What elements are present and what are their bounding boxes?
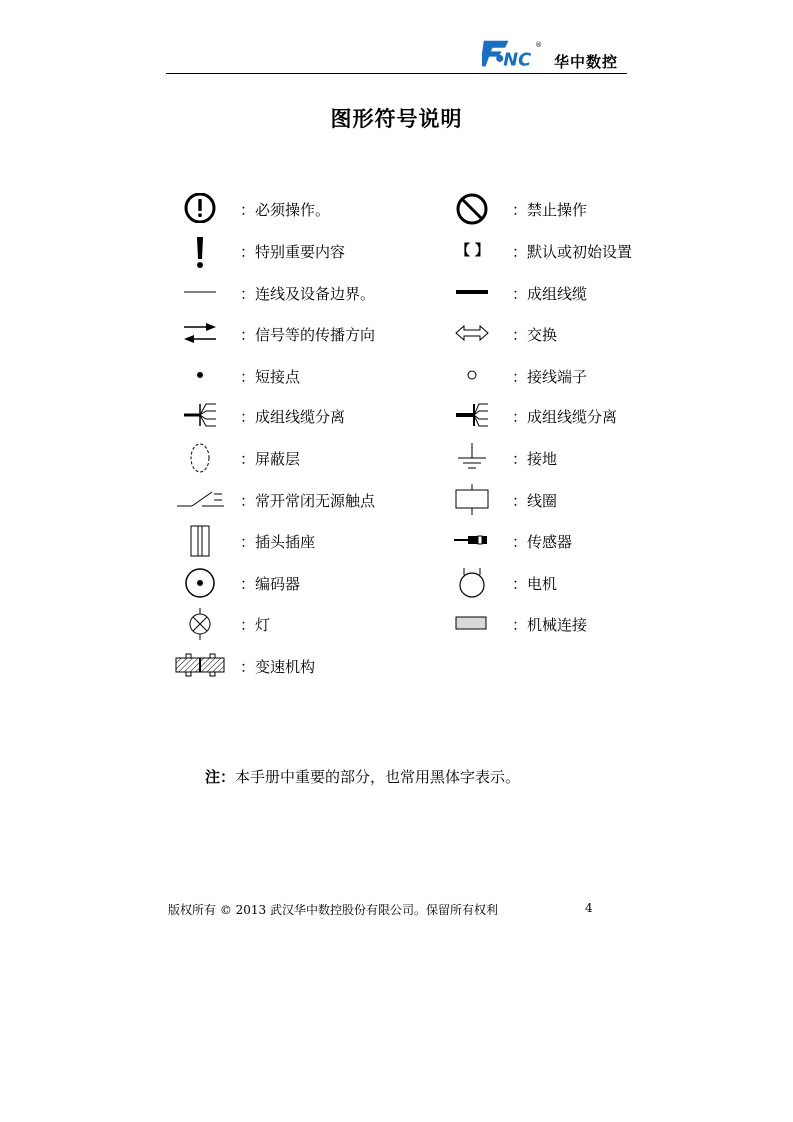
- lamp-icon: [172, 608, 228, 638]
- symbol-label: ：传感器: [512, 533, 573, 551]
- double-arrows-icon: [172, 318, 228, 348]
- symbol-label: ：成组线缆分离: [240, 408, 346, 426]
- exclamation-circle-icon: [172, 193, 228, 223]
- symbol-label: ：信号等的传播方向: [240, 326, 376, 344]
- motor-icon: [444, 567, 500, 597]
- ground-icon: [444, 442, 500, 472]
- prohibition-icon: [444, 193, 500, 223]
- note-label: 注：: [205, 768, 236, 786]
- footer-copyright: 版权所有 © 2013 武汉华中数控股份有限公司。保留所有权利: [168, 903, 498, 917]
- symbol-label: ：特别重要内容: [240, 243, 346, 261]
- encoder-icon: [172, 567, 228, 597]
- symbol-label: ：变速机构: [240, 658, 316, 676]
- symbol-label: ：线圈: [512, 492, 558, 510]
- mechanical-connection-icon: [444, 608, 500, 638]
- symbol-label: ：接地: [512, 450, 558, 468]
- exclamation-icon: [172, 235, 228, 265]
- thin-line-icon: [172, 277, 228, 307]
- dot-icon: [172, 360, 228, 390]
- symbol-label: ：短接点: [240, 368, 301, 386]
- symbol-label: ：常开常闭无源触点: [240, 492, 376, 510]
- shield-ellipse-icon: [172, 442, 228, 472]
- logo-text: 华中数控: [554, 53, 619, 71]
- symbol-label: ：必须操作。: [240, 201, 331, 219]
- note: [205, 766, 520, 787]
- normally-open-contact-icon: [172, 484, 228, 514]
- symbol-label: ：电机: [512, 575, 558, 593]
- coil-icon: [444, 484, 500, 514]
- page-title: 图形符号说明: [330, 107, 463, 131]
- symbol-label: ：接线端子: [512, 368, 588, 386]
- plug-socket-icon: [172, 525, 228, 555]
- logo-mark-text: NC: [503, 50, 532, 70]
- symbol-label: ：默认或初始设置: [512, 243, 633, 261]
- symbol-label: ：机械连接: [512, 616, 588, 634]
- square-brackets-icon: [444, 235, 500, 265]
- symbol-label: ：禁止操作: [512, 201, 588, 219]
- note-text: 本手册中重要的部分，也常用黑体字表示。: [235, 768, 521, 786]
- symbol-label: ：屏蔽层: [240, 450, 301, 468]
- symbol-label: ：交换: [512, 326, 558, 344]
- registered-mark: ®: [535, 39, 543, 49]
- company-logo: [482, 38, 632, 72]
- thick-line-icon: [444, 277, 500, 307]
- cable-split-icon: [172, 400, 228, 430]
- hnc-logo-icon: [482, 38, 544, 70]
- header-rule: [166, 73, 627, 74]
- exchange-arrow-icon: [444, 318, 500, 348]
- symbol-label: ：成组线缆: [512, 285, 588, 303]
- page-number: 4: [585, 901, 593, 915]
- open-circle-icon: [444, 360, 500, 390]
- symbol-label: ：灯: [240, 616, 271, 634]
- sensor-icon: [444, 525, 500, 555]
- symbol-label: ：连线及设备边界。: [240, 285, 376, 303]
- gearbox-icon: [172, 650, 228, 680]
- cable-split-bold-icon: [444, 400, 500, 430]
- symbol-label: ：编码器: [240, 575, 301, 593]
- symbol-label: ：成组线缆分离: [512, 408, 618, 426]
- brackets-glyph: 【 】: [456, 243, 489, 259]
- symbol-label: ：插头插座: [240, 533, 316, 551]
